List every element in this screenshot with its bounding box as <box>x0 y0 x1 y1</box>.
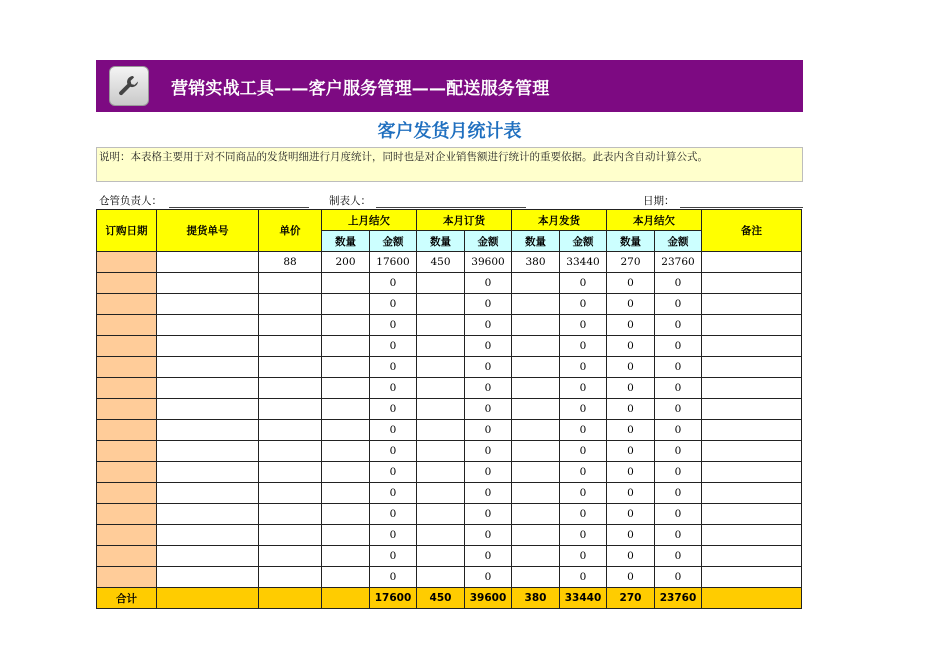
maker-field[interactable] <box>376 207 526 208</box>
table-cell[interactable] <box>322 378 370 399</box>
table-cell[interactable]: 0 <box>560 294 607 315</box>
table-cell[interactable] <box>702 294 802 315</box>
table-row <box>97 336 802 357</box>
table-cell[interactable] <box>417 273 465 294</box>
table-cell[interactable] <box>97 504 157 525</box>
table-cell[interactable]: 0 <box>370 546 417 567</box>
table-cell[interactable]: 0 <box>655 294 702 315</box>
table-cell[interactable] <box>97 336 157 357</box>
table-cell[interactable]: 0 <box>655 441 702 462</box>
table-cell[interactable]: 270 <box>607 252 655 273</box>
table-row <box>97 420 802 441</box>
table-cell[interactable] <box>259 399 322 420</box>
table-cell[interactable] <box>322 441 370 462</box>
table-cell[interactable] <box>702 252 802 273</box>
table-cell[interactable]: 0 <box>465 504 512 525</box>
table-cell[interactable] <box>702 336 802 357</box>
table-cell[interactable]: 0 <box>607 525 655 546</box>
table-cell[interactable]: 23760 <box>655 252 702 273</box>
table-row <box>97 567 802 588</box>
table-cell[interactable] <box>322 483 370 504</box>
table-cell[interactable] <box>259 462 322 483</box>
table-cell[interactable] <box>512 420 560 441</box>
total-cell: 380 <box>512 588 560 609</box>
table-cell[interactable] <box>512 525 560 546</box>
table-cell[interactable]: 0 <box>370 357 417 378</box>
table-cell[interactable]: 0 <box>560 420 607 441</box>
table-cell[interactable] <box>512 273 560 294</box>
table-cell[interactable] <box>702 483 802 504</box>
table-cell[interactable] <box>157 504 259 525</box>
table-cell[interactable]: 0 <box>370 315 417 336</box>
table-cell[interactable] <box>97 546 157 567</box>
table-cell[interactable]: 0 <box>607 378 655 399</box>
table-cell[interactable] <box>259 378 322 399</box>
table-cell[interactable] <box>512 399 560 420</box>
table-cell[interactable] <box>417 315 465 336</box>
table-cell[interactable] <box>157 567 259 588</box>
table-cell[interactable] <box>259 273 322 294</box>
table-row <box>97 357 802 378</box>
table-row <box>97 441 802 462</box>
table-cell[interactable] <box>417 294 465 315</box>
table-cell[interactable] <box>417 483 465 504</box>
table-cell[interactable]: 0 <box>655 504 702 525</box>
table-cell[interactable]: 0 <box>607 441 655 462</box>
table-row <box>97 294 802 315</box>
total-cell <box>259 588 322 609</box>
table-cell[interactable] <box>512 567 560 588</box>
table-cell[interactable] <box>97 483 157 504</box>
table-cell[interactable] <box>702 357 802 378</box>
total-label: 合计 <box>97 588 157 609</box>
table-cell[interactable]: 0 <box>370 567 417 588</box>
table-cell[interactable] <box>512 294 560 315</box>
table-row <box>97 315 802 336</box>
header-qty: 数量 <box>512 231 560 252</box>
wrench-icon <box>109 66 149 106</box>
table-cell[interactable] <box>417 567 465 588</box>
table-row <box>97 525 802 546</box>
table-cell[interactable] <box>97 315 157 336</box>
table-cell[interactable] <box>512 441 560 462</box>
table-cell[interactable] <box>97 294 157 315</box>
total-row <box>97 588 802 609</box>
table-cell[interactable]: 0 <box>465 525 512 546</box>
table-cell[interactable]: 0 <box>465 420 512 441</box>
table-cell[interactable] <box>97 252 157 273</box>
total-cell <box>157 588 259 609</box>
table-cell[interactable] <box>512 462 560 483</box>
table-cell[interactable]: 0 <box>655 420 702 441</box>
table-cell[interactable]: 0 <box>560 357 607 378</box>
table-cell[interactable] <box>322 420 370 441</box>
signature-row <box>96 193 803 209</box>
table-cell[interactable] <box>157 315 259 336</box>
table-cell[interactable] <box>259 420 322 441</box>
table-cell[interactable]: 0 <box>607 357 655 378</box>
table-cell[interactable]: 0 <box>607 420 655 441</box>
table-cell[interactable]: 39600 <box>465 252 512 273</box>
table-body <box>97 210 802 609</box>
table-cell[interactable] <box>417 441 465 462</box>
table-cell[interactable]: 380 <box>512 252 560 273</box>
table-cell[interactable]: 0 <box>465 546 512 567</box>
table-cell[interactable]: 88 <box>259 252 322 273</box>
table-cell[interactable] <box>417 420 465 441</box>
banner <box>96 60 803 112</box>
table-cell[interactable] <box>322 273 370 294</box>
table-cell[interactable]: 0 <box>370 378 417 399</box>
header-row-1 <box>97 210 802 231</box>
table-cell[interactable] <box>97 378 157 399</box>
table-cell[interactable]: 17600 <box>370 252 417 273</box>
table-cell[interactable] <box>322 315 370 336</box>
header-last-month-balance: 上月结欠 <box>322 210 417 231</box>
table-cell[interactable] <box>97 273 157 294</box>
table-cell[interactable] <box>702 546 802 567</box>
header-amount: 金额 <box>370 231 417 252</box>
table-cell[interactable] <box>97 357 157 378</box>
table-cell[interactable]: 0 <box>370 336 417 357</box>
table-cell[interactable]: 0 <box>370 399 417 420</box>
table-cell[interactable] <box>259 315 322 336</box>
table-cell[interactable] <box>322 357 370 378</box>
maker-label: 制表人： <box>329 195 371 207</box>
table-cell[interactable]: 0 <box>607 315 655 336</box>
table-cell[interactable]: 0 <box>370 441 417 462</box>
table-cell[interactable]: 450 <box>417 252 465 273</box>
table-cell[interactable]: 0 <box>370 483 417 504</box>
table-cell[interactable] <box>512 483 560 504</box>
description-note: 说明：本表格主要用于对不同商品的发货明细进行月度统计，同时也是对企业销售额进行统计的重要依据。此表内含自动计算公式。 <box>96 147 803 182</box>
table-cell[interactable]: 0 <box>560 273 607 294</box>
table-row <box>97 546 802 567</box>
total-cell: 270 <box>607 588 655 609</box>
header-this-month-ship: 本月发货 <box>512 210 607 231</box>
table-cell[interactable]: 0 <box>655 273 702 294</box>
table-cell[interactable] <box>512 378 560 399</box>
table-cell[interactable]: 0 <box>607 294 655 315</box>
table-cell[interactable]: 0 <box>465 294 512 315</box>
page-title: 客户发货月统计表 <box>377 121 522 142</box>
table-cell[interactable]: 0 <box>370 462 417 483</box>
header-this-month-balance: 本月结欠 <box>607 210 702 231</box>
table-cell[interactable] <box>417 378 465 399</box>
table-cell[interactable]: 0 <box>560 315 607 336</box>
header-qty: 数量 <box>322 231 370 252</box>
table-cell[interactable]: 0 <box>607 462 655 483</box>
table-cell[interactable] <box>157 483 259 504</box>
table-cell[interactable] <box>259 546 322 567</box>
table-cell[interactable]: 0 <box>607 546 655 567</box>
header-amount: 金额 <box>560 231 607 252</box>
header-qty: 数量 <box>607 231 655 252</box>
table-row <box>97 483 802 504</box>
table-cell[interactable]: 0 <box>655 567 702 588</box>
table-cell[interactable]: 0 <box>560 441 607 462</box>
header-amount: 金额 <box>465 231 512 252</box>
table-cell[interactable]: 0 <box>560 336 607 357</box>
table-cell[interactable]: 0 <box>560 546 607 567</box>
table-cell[interactable] <box>702 399 802 420</box>
table-cell[interactable]: 0 <box>560 504 607 525</box>
table-cell[interactable] <box>259 336 322 357</box>
table-cell[interactable] <box>97 462 157 483</box>
table-cell[interactable] <box>259 357 322 378</box>
table-row <box>97 399 802 420</box>
table-cell[interactable] <box>417 357 465 378</box>
table-cell[interactable]: 0 <box>465 273 512 294</box>
table-cell[interactable] <box>512 336 560 357</box>
table-cell[interactable] <box>702 462 802 483</box>
table-cell[interactable]: 0 <box>607 273 655 294</box>
table-row <box>97 378 802 399</box>
table-cell[interactable] <box>97 441 157 462</box>
table-cell[interactable]: 0 <box>607 336 655 357</box>
date-field[interactable] <box>680 207 803 208</box>
table-cell[interactable]: 200 <box>322 252 370 273</box>
table-cell[interactable] <box>157 525 259 546</box>
table-cell[interactable] <box>702 273 802 294</box>
total-cell: 17600 <box>370 588 417 609</box>
header-qty: 数量 <box>417 231 465 252</box>
table-cell[interactable] <box>259 504 322 525</box>
table-cell[interactable] <box>97 567 157 588</box>
total-cell <box>322 588 370 609</box>
table-cell[interactable]: 0 <box>607 504 655 525</box>
table-cell[interactable]: 0 <box>465 357 512 378</box>
table-cell[interactable] <box>322 546 370 567</box>
table-cell[interactable] <box>157 294 259 315</box>
table-cell[interactable] <box>97 420 157 441</box>
table-cell[interactable] <box>417 336 465 357</box>
total-cell <box>702 588 802 609</box>
table-cell[interactable]: 0 <box>560 483 607 504</box>
table-cell[interactable]: 0 <box>370 525 417 546</box>
table-cell[interactable] <box>157 546 259 567</box>
total-cell: 23760 <box>655 588 702 609</box>
table-cell[interactable] <box>512 546 560 567</box>
table-cell[interactable]: 0 <box>655 546 702 567</box>
table-row <box>97 273 802 294</box>
table-cell[interactable]: 0 <box>655 525 702 546</box>
table-cell[interactable] <box>97 525 157 546</box>
table-cell[interactable] <box>702 504 802 525</box>
table-cell[interactable] <box>322 567 370 588</box>
header-amount: 金额 <box>655 231 702 252</box>
table-cell[interactable]: 0 <box>655 357 702 378</box>
total-cell: 450 <box>417 588 465 609</box>
table-cell[interactable] <box>322 336 370 357</box>
table-cell[interactable] <box>322 399 370 420</box>
table-cell[interactable]: 0 <box>465 567 512 588</box>
header-this-month-order: 本月订货 <box>417 210 512 231</box>
table-cell[interactable]: 0 <box>560 378 607 399</box>
table-cell[interactable]: 0 <box>370 294 417 315</box>
table-cell[interactable] <box>417 546 465 567</box>
table-cell[interactable] <box>157 357 259 378</box>
date-label: 日期： <box>643 195 675 207</box>
table-cell[interactable] <box>417 504 465 525</box>
table-cell[interactable]: 0 <box>465 315 512 336</box>
table-cell[interactable] <box>322 504 370 525</box>
table-cell[interactable] <box>417 525 465 546</box>
table-cell[interactable]: 0 <box>465 462 512 483</box>
table-cell[interactable]: 0 <box>655 315 702 336</box>
table-cell[interactable] <box>157 336 259 357</box>
table-cell[interactable]: 0 <box>465 483 512 504</box>
table-row <box>97 252 802 273</box>
table-cell[interactable]: 0 <box>465 336 512 357</box>
total-cell: 33440 <box>560 588 607 609</box>
table-cell[interactable]: 0 <box>655 462 702 483</box>
table-cell[interactable] <box>259 567 322 588</box>
table-cell[interactable] <box>702 441 802 462</box>
table-cell[interactable]: 0 <box>465 399 512 420</box>
table-cell[interactable] <box>157 399 259 420</box>
header-order-date: 订购日期 <box>97 210 157 252</box>
table-cell[interactable] <box>157 420 259 441</box>
table-row <box>97 462 802 483</box>
table-cell[interactable]: 0 <box>655 336 702 357</box>
table-cell[interactable]: 0 <box>370 504 417 525</box>
table-cell[interactable] <box>259 441 322 462</box>
manager-label: 仓管负责人： <box>99 195 162 207</box>
table-cell[interactable] <box>512 504 560 525</box>
total-cell: 39600 <box>465 588 512 609</box>
table-cell[interactable]: 0 <box>607 567 655 588</box>
table-row <box>97 504 802 525</box>
table-cell[interactable] <box>702 378 802 399</box>
table-cell[interactable] <box>97 399 157 420</box>
table-cell[interactable]: 0 <box>560 525 607 546</box>
table-cell[interactable]: 0 <box>655 378 702 399</box>
header-unit-price: 单价 <box>259 210 322 252</box>
table-cell[interactable] <box>157 462 259 483</box>
table-cell[interactable] <box>702 525 802 546</box>
table-cell[interactable]: 33440 <box>560 252 607 273</box>
table-cell[interactable]: 0 <box>560 462 607 483</box>
header-remark: 备注 <box>702 210 802 252</box>
table-cell[interactable] <box>157 273 259 294</box>
table-cell[interactable] <box>157 252 259 273</box>
table-cell[interactable] <box>702 567 802 588</box>
banner-title: 营销实战工具——客户服务管理——配送服务管理 <box>171 78 550 99</box>
table-cell[interactable] <box>322 462 370 483</box>
table-cell[interactable] <box>512 357 560 378</box>
table-cell[interactable] <box>259 294 322 315</box>
table-cell[interactable] <box>512 315 560 336</box>
table-cell[interactable] <box>157 441 259 462</box>
table-cell[interactable] <box>157 378 259 399</box>
table-cell[interactable]: 0 <box>465 378 512 399</box>
table-cell[interactable]: 0 <box>607 399 655 420</box>
table-cell[interactable] <box>322 525 370 546</box>
table-cell[interactable] <box>702 420 802 441</box>
table-cell[interactable] <box>417 462 465 483</box>
table-cell[interactable]: 0 <box>370 273 417 294</box>
table-cell[interactable]: 0 <box>465 441 512 462</box>
manager-field[interactable] <box>169 207 309 208</box>
table-cell[interactable] <box>259 525 322 546</box>
table-cell[interactable]: 0 <box>607 483 655 504</box>
table-cell[interactable] <box>322 294 370 315</box>
table-cell[interactable] <box>702 315 802 336</box>
header-delivery-no: 提货单号 <box>157 210 259 252</box>
table-cell[interactable] <box>259 483 322 504</box>
stats-table <box>96 209 802 609</box>
table-cell[interactable]: 0 <box>655 483 702 504</box>
table-cell[interactable]: 0 <box>370 420 417 441</box>
table-cell[interactable]: 0 <box>560 567 607 588</box>
table-cell[interactable]: 0 <box>560 399 607 420</box>
table-cell[interactable]: 0 <box>655 399 702 420</box>
table-cell[interactable] <box>417 399 465 420</box>
